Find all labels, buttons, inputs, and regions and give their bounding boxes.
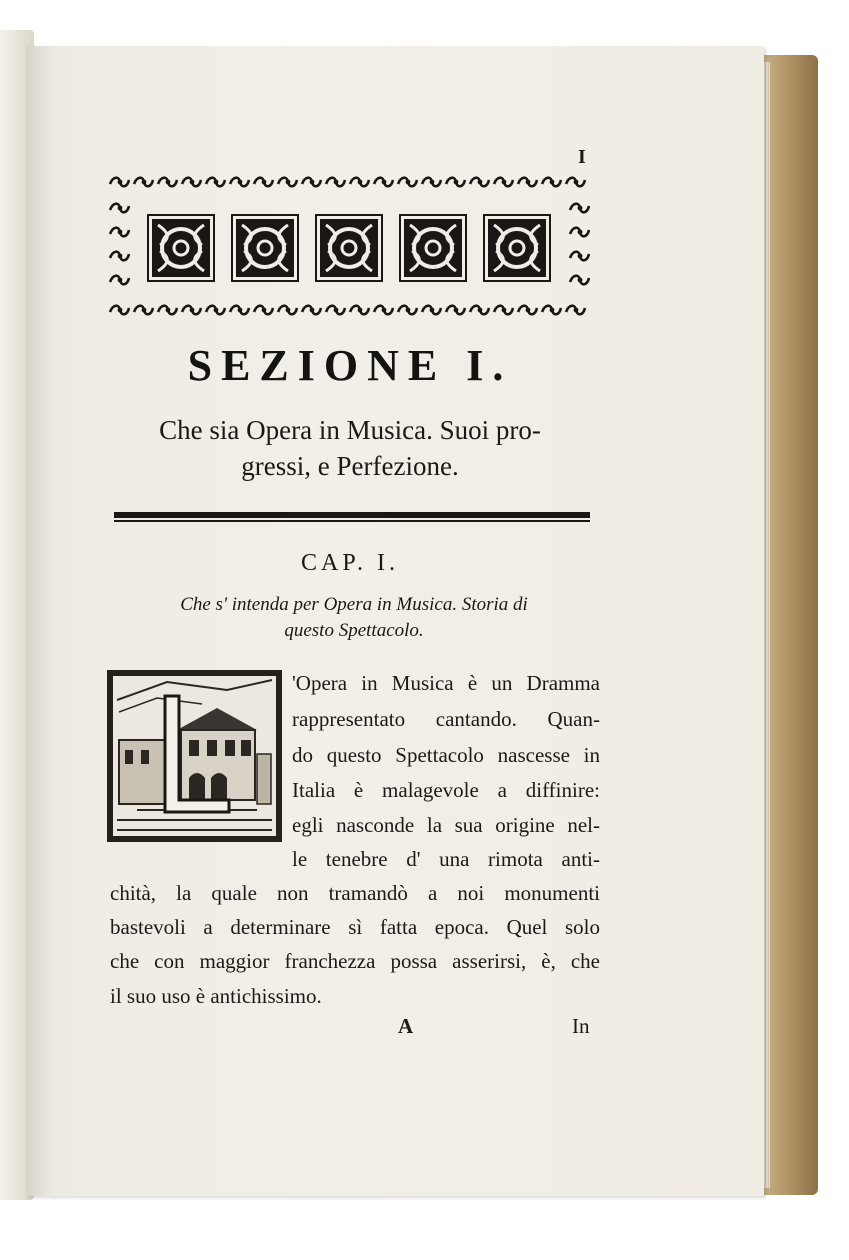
- chapter-subtitle-line: Che s' intenda per Opera in Musica. Storia di: [180, 594, 528, 615]
- subtitle-line: Che sia Opera in Musica. Suoi pro-: [159, 415, 541, 445]
- chapter-subtitle-line: questo Spettacolo.: [284, 620, 424, 641]
- page-number: I: [578, 146, 586, 168]
- body-line: egli nasconde la sua origine nel-: [292, 813, 600, 837]
- body-line: rappresentato cantando. Quan-: [292, 707, 600, 731]
- catchword: In: [572, 1014, 590, 1038]
- body-line: Italia è malagevole a diffinire:: [292, 778, 600, 802]
- subtitle-line: gressi, e Perfezione.: [241, 451, 459, 481]
- body-line: 'Opera in Musica è un Dramma: [292, 671, 600, 695]
- decorated-initial-L-icon: [107, 670, 282, 842]
- signature-mark: A: [398, 1014, 414, 1038]
- woodcut-headpiece-icon: [108, 172, 592, 324]
- body-line: le tenebre d' una rimota anti-: [292, 847, 600, 871]
- body-line: il suo uso è antichissimo.: [110, 984, 322, 1008]
- chapter-title: CAP. I.: [300, 550, 400, 576]
- body-line: do questo Spettacolo nascesse in: [292, 743, 600, 767]
- section-subtitle: [108, 412, 592, 484]
- section-divider: [114, 512, 590, 523]
- chapter-subtitle: [104, 592, 604, 644]
- body-line: che con maggior franchezza possa asserirsi, è, che: [110, 949, 600, 973]
- section-title: SEZIONE I.: [187, 341, 513, 390]
- body-line: chità, la quale non tramandò a noi monumenti: [110, 881, 600, 905]
- body-line: bastevoli a determinare sì fatta epoca. Quel solo: [110, 915, 600, 939]
